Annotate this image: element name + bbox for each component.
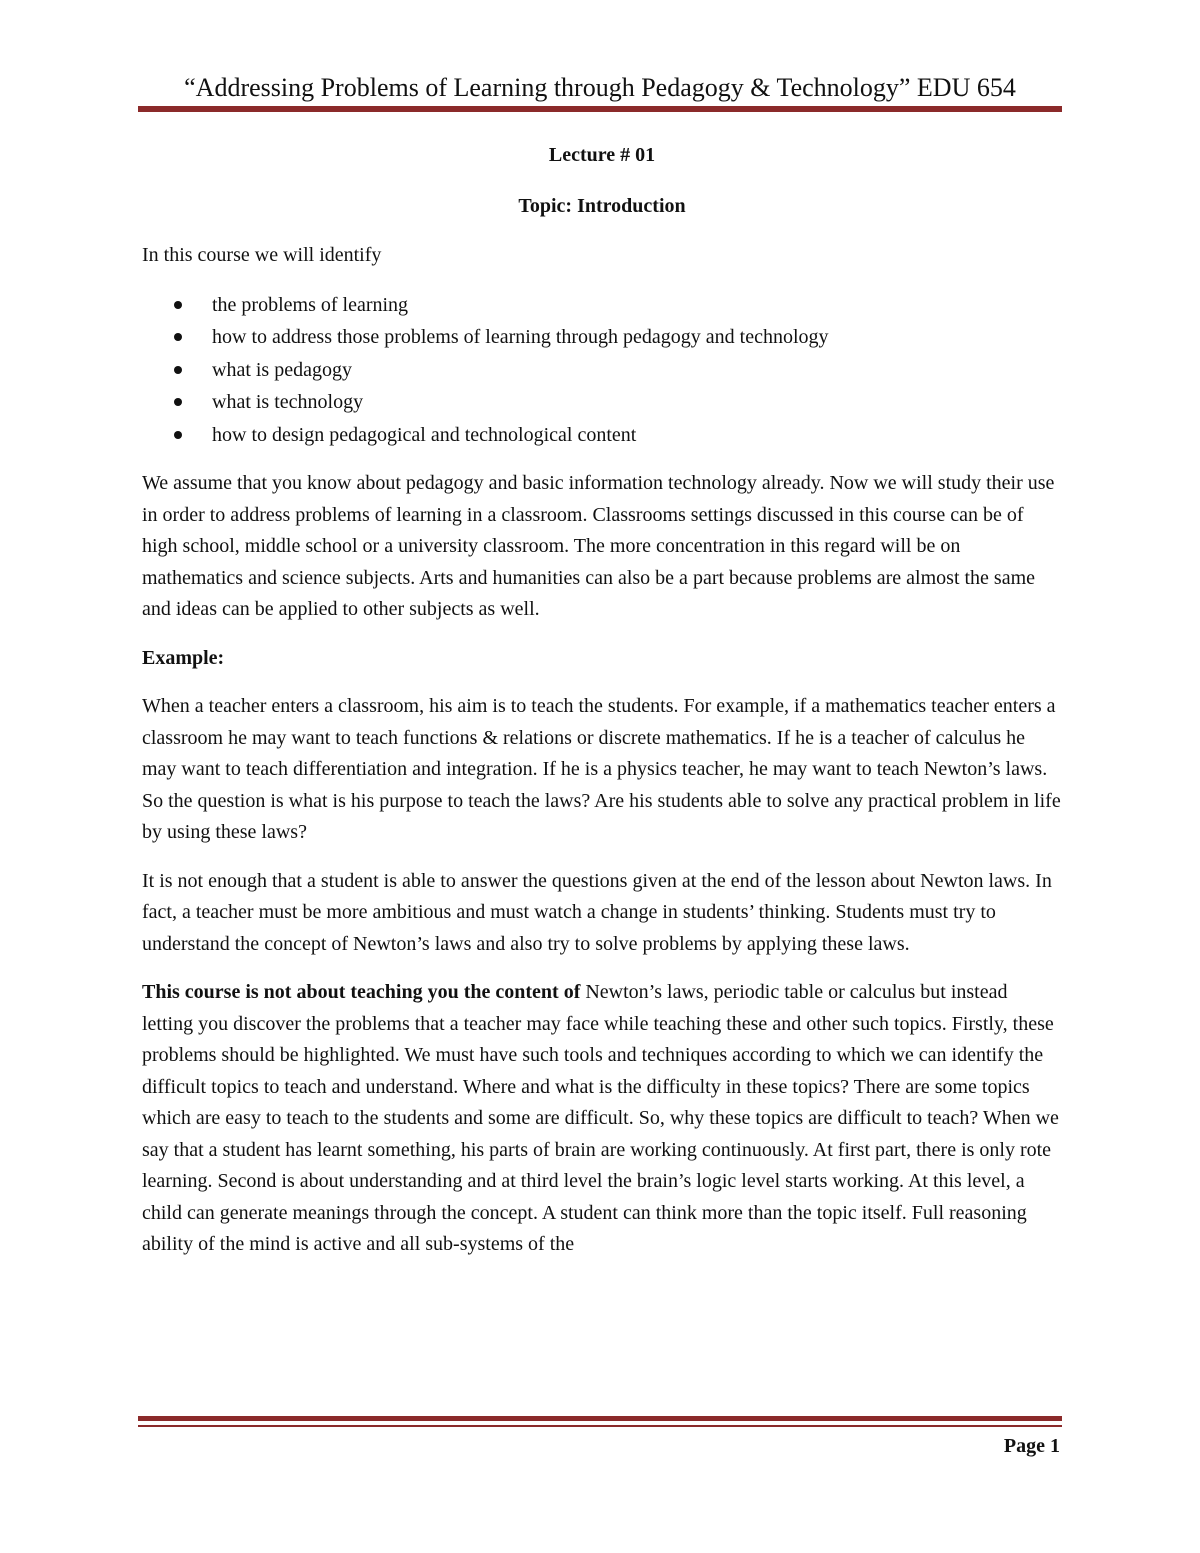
bullet-icon xyxy=(174,398,182,406)
list-item xyxy=(142,386,1062,419)
ambition-paragraph: It is not enough that a student is able to answer the questions given at the end of the lesson about Newton laws. In fact, a teacher must be more ambitious and must watch a change in students’ thinking. Students must try to understand the concept of Newton’s laws and also try to solve problems by applying these laws. xyxy=(142,869,1052,955)
course-scope-text: Newton’s laws, periodic table or calculus but instead letting you discover the problems that a teacher may face while teaching these and other such topics. Firstly, these problems should be highlighted. We must have such tools and techniques according to which we can identify the difficult topics to teach and understand. Where and what is the difficulty in these topics? There are some topics which are easy to teach to the students and some are difficult. So, why these topics are difficult to teach? When we say that a student has learnt something, his parts of brain are working continuously. At first part, there is only rote learning. Second is about understanding and at third level the brain’s logic level starts working. At this level, a child can generate meanings through the concept. A student can think more than the topic itself. Full reasoning ability of the mind is active and all sub-systems of the xyxy=(142,981,1059,1255)
assumption-paragraph: We assume that you know about pedagogy and basic information technology already. Now we will study their use in order to address problems of learning in a classroom. Classrooms settings discussed in this course can be of high school, middle school or a university classroom. The more concentration in this regard will be on mathematics and science subjects. Arts and humanities can also be a part because problems are almost the same and ideas can be applied to other subjects as well. xyxy=(142,472,1055,620)
running-header-title: “Addressing Problems of Learning through Pedagogy & Technology” EDU 654 xyxy=(184,73,1016,102)
lecture-number: Lecture # 01 xyxy=(548,144,656,166)
bullet-icon xyxy=(174,431,182,439)
bullet-icon xyxy=(174,301,182,309)
list-item xyxy=(142,321,1062,354)
objectives-list xyxy=(142,289,1062,452)
list-item-text: how to design pedagogical and technological content xyxy=(212,423,637,446)
list-item-text: the problems of learning xyxy=(212,293,409,316)
example-heading: Example: xyxy=(142,646,225,669)
page-number: Page 1 xyxy=(1003,1435,1060,1457)
bullet-icon xyxy=(174,366,182,374)
course-scope-paragraph xyxy=(142,977,1062,1261)
header-rule xyxy=(138,106,1062,112)
list-item xyxy=(142,289,1062,322)
list-item-text: what is technology xyxy=(212,391,364,413)
document-body xyxy=(142,140,1062,1278)
bullet-icon xyxy=(174,333,182,341)
topic-title: Topic: Introduction xyxy=(518,194,686,217)
footer-rule-thick xyxy=(138,1416,1062,1421)
intro-sentence: In this course we will identify xyxy=(142,244,382,266)
course-scope-bold-lead: This course is not about teaching you the content of xyxy=(142,981,581,1003)
example-paragraph: When a teacher enters a classroom, his aim is to teach the students. For example, if a mathematics teacher enters a classroom he may want to teach functions & relations or discrete mathematics. If he is a teacher of calculus he may want to teach differentiation and integration. If he is a physics teacher, he may want to teach Newton’s laws. So the question is what is his purpose to teach the laws? Are his students able to solve any practical problem in life by using these laws? xyxy=(142,695,1061,843)
footer-rule-thin xyxy=(138,1425,1062,1427)
list-item-text: how to address those problems of learning through pedagogy and technology xyxy=(212,326,829,348)
list-item-text: what is pedagogy xyxy=(212,358,352,381)
list-item xyxy=(142,419,1062,452)
list-item xyxy=(142,354,1062,387)
